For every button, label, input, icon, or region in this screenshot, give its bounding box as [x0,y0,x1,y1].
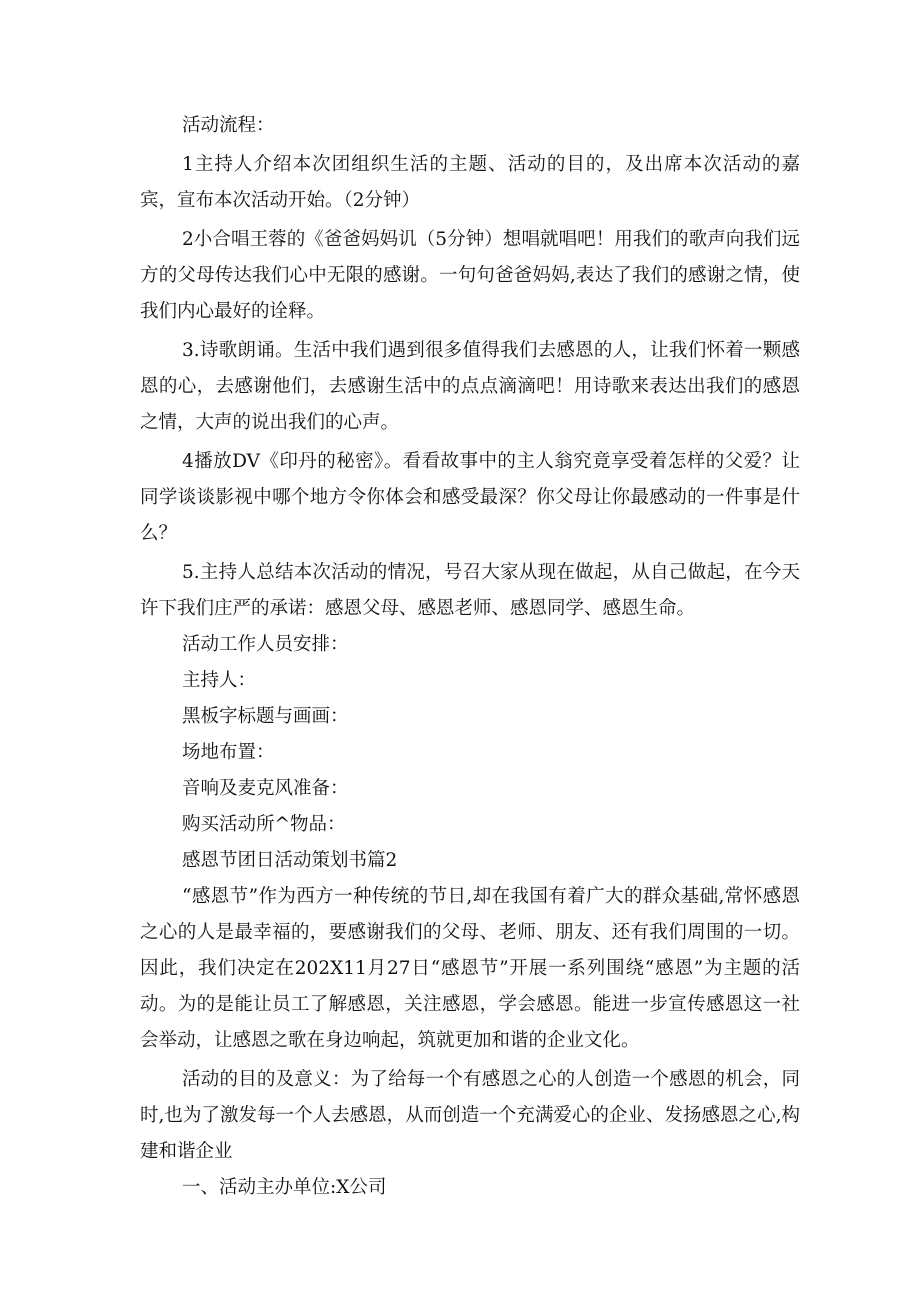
paragraph-purpose: 活动的目的及意义：为了给每一个有感恩之心的人创造一个感恩的机会，同时,也为了激发每一个人去感恩，从而创造一个充满爱心的企业、发扬感恩之心,构建和谐企业 [140,1069,800,1162]
staff-item-venue: 场地布置： [182,742,275,763]
document-body [140,108,800,1206]
paragraph-step-1: 1主持人介绍本次团组织生活的主题、活动的目的，及出席本次活动的嘉宾，宣布本次活动开始。（2分钟） [140,154,800,211]
staff-item-audio: 音响及麦克风准备： [182,778,349,799]
paragraph-step-4: 4播放DV《印丹的秘密》。看看故事中的主人翁究竟享受着怎样的父爱？让同学谈谈影视中哪个地方令你体会和感受最深？你父母让你最感动的一件事是什么？ [140,451,800,544]
section-heading-activity-flow: 活动流程： [182,115,275,136]
section-heading-staff: 活动工作人员安排： [182,634,349,655]
paragraph-intro: “感恩节”作为西方一种传统的节日,却在我国有着广大的群众基础,常怀感恩之心的人是最幸福的，要感谢我们的父母、老师、朋友、还有我们周围的一切。因此，我们决定在202X11月27日“感恩节”开展一系列围绕“感恩”为主题的活动。为的是能让员工了解感恩，关注感恩，学会感恩。能进一步宣传感恩这一社会举动，让感恩之歌在身边响起，筑就更加和谐的企业文化。 [140,886,800,1051]
staff-item-blackboard: 黑板字标题与画画： [182,706,349,727]
staff-item-purchase: 购买活动所^物品： [182,814,346,835]
paragraph-step-2: 2小合唱王蓉的《爸爸妈妈讥（5分钟）想唱就唱吧！用我们的歌声向我们远方的父母传达我们心中无限的感谢。一句句爸爸妈妈,表达了我们的感谢之情，使我们内心最好的诠释。 [140,229,800,322]
paragraph-step-3: 3.诗歌朗诵。生活中我们遇到很多值得我们去感恩的人，让我们怀着一颗感恩的心，去感谢他们，去感谢生活中的点点滴滴吧！用诗歌来表达出我们的感恩之情，大声的说出我们的心声。 [140,340,800,433]
staff-item-host: 主持人： [182,670,257,691]
section-title-part-2: 感恩节团日活动策划书篇2 [182,850,398,871]
paragraph-step-5: 5.主持人总结本次活动的情况，号召大家从现在做起，从自己做起，在今天许下我们庄严的承诺：感恩父母、感恩老师、感恩同学、感恩生命。 [140,562,800,619]
paragraph-organizer: 一、活动主办单位:X公司 [182,1177,387,1198]
